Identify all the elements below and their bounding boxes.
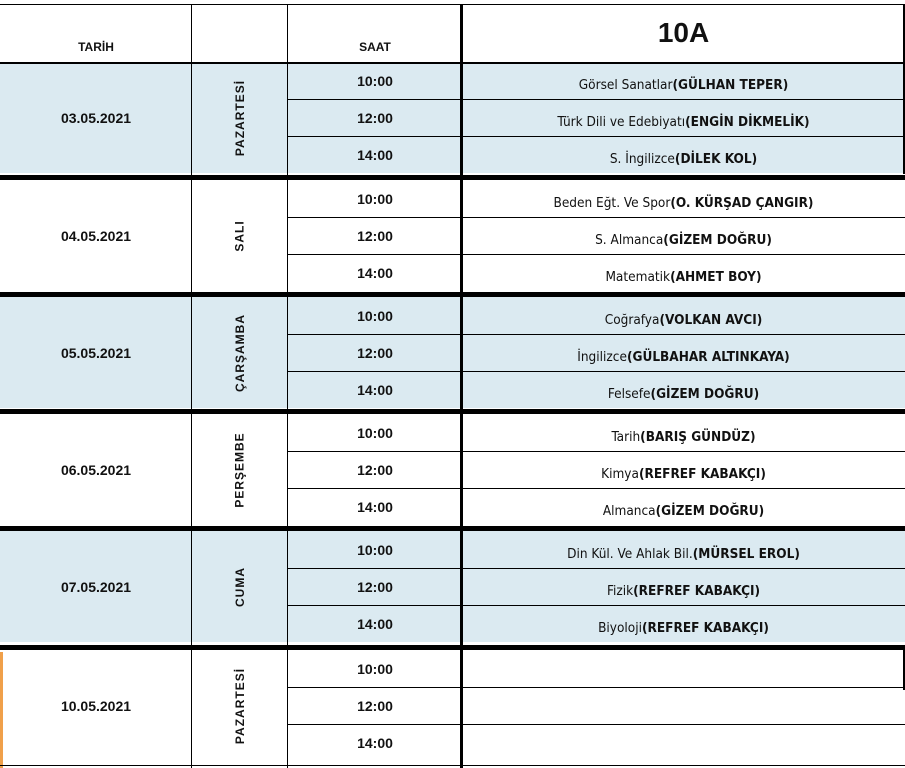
date-cell: 05.05.2021 bbox=[0, 297, 192, 408]
day-name-label: SALI bbox=[233, 219, 247, 252]
col-divider bbox=[191, 4, 192, 768]
row-divider bbox=[288, 488, 905, 489]
header-date: TARİH bbox=[78, 40, 114, 54]
row-divider bbox=[288, 136, 905, 137]
teacher-name: (BARIŞ GÜNDÜZ) bbox=[640, 428, 756, 445]
lesson-name: Din Kül. Ve Ahlak Bil. bbox=[567, 545, 693, 562]
date-cell: 10.05.2021 bbox=[0, 650, 192, 761]
time-cell: 14:00 bbox=[288, 136, 462, 173]
day-name-label: ÇARŞAMBA bbox=[233, 313, 247, 392]
table-bottom-border bbox=[0, 765, 905, 766]
exam-subject-cell bbox=[462, 605, 905, 642]
teacher-name: (MÜRSEL EROL) bbox=[692, 545, 800, 562]
lesson-name: S. Almanca bbox=[595, 231, 664, 248]
teacher-name: (AHMET BOY) bbox=[670, 268, 762, 285]
date-cell: 03.05.2021 bbox=[0, 62, 192, 173]
teacher-name: (REFREF KABAKÇI) bbox=[641, 619, 769, 636]
lesson-name: S. İngilizce bbox=[609, 150, 675, 167]
lesson-name: Biyoloji bbox=[598, 619, 642, 636]
day-name-label: CUMA bbox=[233, 566, 247, 607]
time-cell: 14:00 bbox=[288, 371, 462, 408]
exam-subject-cell bbox=[462, 254, 905, 291]
row-marker bbox=[0, 652, 3, 768]
exam-subject-cell bbox=[462, 724, 905, 761]
date-cell: 06.05.2021 bbox=[0, 414, 192, 525]
day-name-cell bbox=[192, 414, 288, 525]
lesson-name: Türk Dili ve Edebiyatı bbox=[557, 113, 686, 130]
exam-subject-cell bbox=[462, 451, 905, 488]
teacher-name: (DİLEK KOL) bbox=[674, 150, 758, 167]
time-cell: 10:00 bbox=[288, 650, 462, 687]
lesson-name: Matematik bbox=[605, 268, 671, 285]
day-name-label: PAZARTESİ bbox=[233, 79, 247, 156]
day-separator bbox=[0, 175, 905, 180]
lesson-name: Kimya bbox=[601, 465, 639, 482]
day-name-cell bbox=[192, 180, 288, 291]
lesson-name: Almanca bbox=[602, 502, 656, 519]
row-divider bbox=[288, 724, 905, 725]
col-divider bbox=[287, 4, 288, 768]
col-divider-thick bbox=[460, 4, 463, 768]
header-day bbox=[192, 4, 288, 62]
teacher-name: (REFREF KABAKÇI) bbox=[638, 465, 766, 482]
time-cell: 12:00 bbox=[288, 217, 462, 254]
exam-subject-cell bbox=[462, 334, 905, 371]
date-cell: 04.05.2021 bbox=[0, 180, 192, 291]
exam-subject-cell bbox=[462, 136, 905, 173]
teacher-name: (GÜLHAN TEPER) bbox=[672, 76, 789, 93]
time-cell: 12:00 bbox=[288, 334, 462, 371]
exam-subject-cell bbox=[462, 687, 905, 724]
day-name-label: PERŞEMBE bbox=[232, 431, 247, 508]
day-name-cell bbox=[192, 297, 288, 408]
date-cell: 07.05.2021 bbox=[0, 531, 192, 642]
exam-subject-cell bbox=[462, 217, 905, 254]
row-divider bbox=[288, 451, 905, 452]
time-cell: 12:00 bbox=[288, 568, 462, 605]
teacher-name: (VOLKAN AVCI) bbox=[659, 311, 763, 328]
class-title: 10A bbox=[657, 17, 710, 48]
day-name-cell bbox=[192, 650, 288, 761]
time-cell: 10:00 bbox=[288, 531, 462, 568]
time-cell: 10:00 bbox=[288, 62, 462, 99]
teacher-name: (GİZEM DOĞRU) bbox=[650, 385, 760, 402]
exam-subject-cell bbox=[462, 650, 905, 687]
row-divider bbox=[288, 371, 905, 372]
time-cell: 10:00 bbox=[288, 414, 462, 451]
exam-subject-cell bbox=[462, 531, 905, 568]
header-bottom-border bbox=[0, 62, 905, 64]
exam-subject-cell bbox=[462, 99, 905, 136]
teacher-name: (GÜLBAHAR ALTINKAYA) bbox=[626, 348, 790, 365]
day-name-label: PAZARTESİ bbox=[233, 667, 247, 744]
lesson-name: Felsefe bbox=[607, 385, 651, 402]
lesson-name: Coğrafya bbox=[604, 311, 660, 328]
exam-subject-cell bbox=[462, 414, 905, 451]
row-divider bbox=[288, 217, 905, 218]
lesson-name: Fizik bbox=[606, 582, 634, 599]
table-top-border bbox=[0, 4, 905, 5]
exam-subject-cell bbox=[462, 180, 905, 217]
lesson-name: Tarih bbox=[611, 428, 641, 445]
time-cell: 12:00 bbox=[288, 451, 462, 488]
row-divider bbox=[288, 99, 905, 100]
teacher-name: (GİZEM DOĞRU) bbox=[663, 231, 772, 248]
row-divider bbox=[288, 687, 905, 688]
day-name-cell bbox=[192, 62, 288, 173]
lesson-name: İngilizce bbox=[577, 348, 627, 365]
exam-subject-cell bbox=[462, 297, 905, 334]
header-time: SAAT bbox=[359, 40, 391, 54]
teacher-name: (ENGİN DİKMELİK) bbox=[685, 113, 810, 130]
time-cell: 14:00 bbox=[288, 254, 462, 291]
time-cell: 14:00 bbox=[288, 605, 462, 642]
teacher-name: (REFREF KABAKÇI) bbox=[633, 582, 761, 599]
day-name-cell bbox=[192, 531, 288, 642]
row-divider bbox=[288, 568, 905, 569]
exam-subject-cell bbox=[462, 371, 905, 408]
row-divider bbox=[288, 254, 905, 255]
day-separator bbox=[0, 409, 905, 414]
exam-subject-cell bbox=[462, 62, 905, 99]
time-cell: 14:00 bbox=[288, 724, 462, 761]
teacher-name: (GİZEM DOĞRU) bbox=[655, 502, 765, 519]
exam-subject-cell bbox=[462, 568, 905, 605]
time-cell: 14:00 bbox=[288, 488, 462, 525]
day-separator bbox=[0, 645, 905, 650]
day-separator bbox=[0, 526, 905, 531]
lesson-name: Görsel Sanatlar bbox=[578, 76, 673, 93]
time-cell: 12:00 bbox=[288, 687, 462, 724]
day-separator bbox=[0, 292, 905, 297]
lesson-name: Beden Eğt. Ve Spor bbox=[553, 194, 671, 211]
time-cell: 12:00 bbox=[288, 99, 462, 136]
time-cell: 10:00 bbox=[288, 180, 462, 217]
row-divider bbox=[288, 605, 905, 606]
exam-subject-cell bbox=[462, 488, 905, 525]
time-cell: 10:00 bbox=[288, 297, 462, 334]
teacher-name: (O. KÜRŞAD ÇANGIR) bbox=[670, 194, 814, 211]
row-divider bbox=[288, 334, 905, 335]
